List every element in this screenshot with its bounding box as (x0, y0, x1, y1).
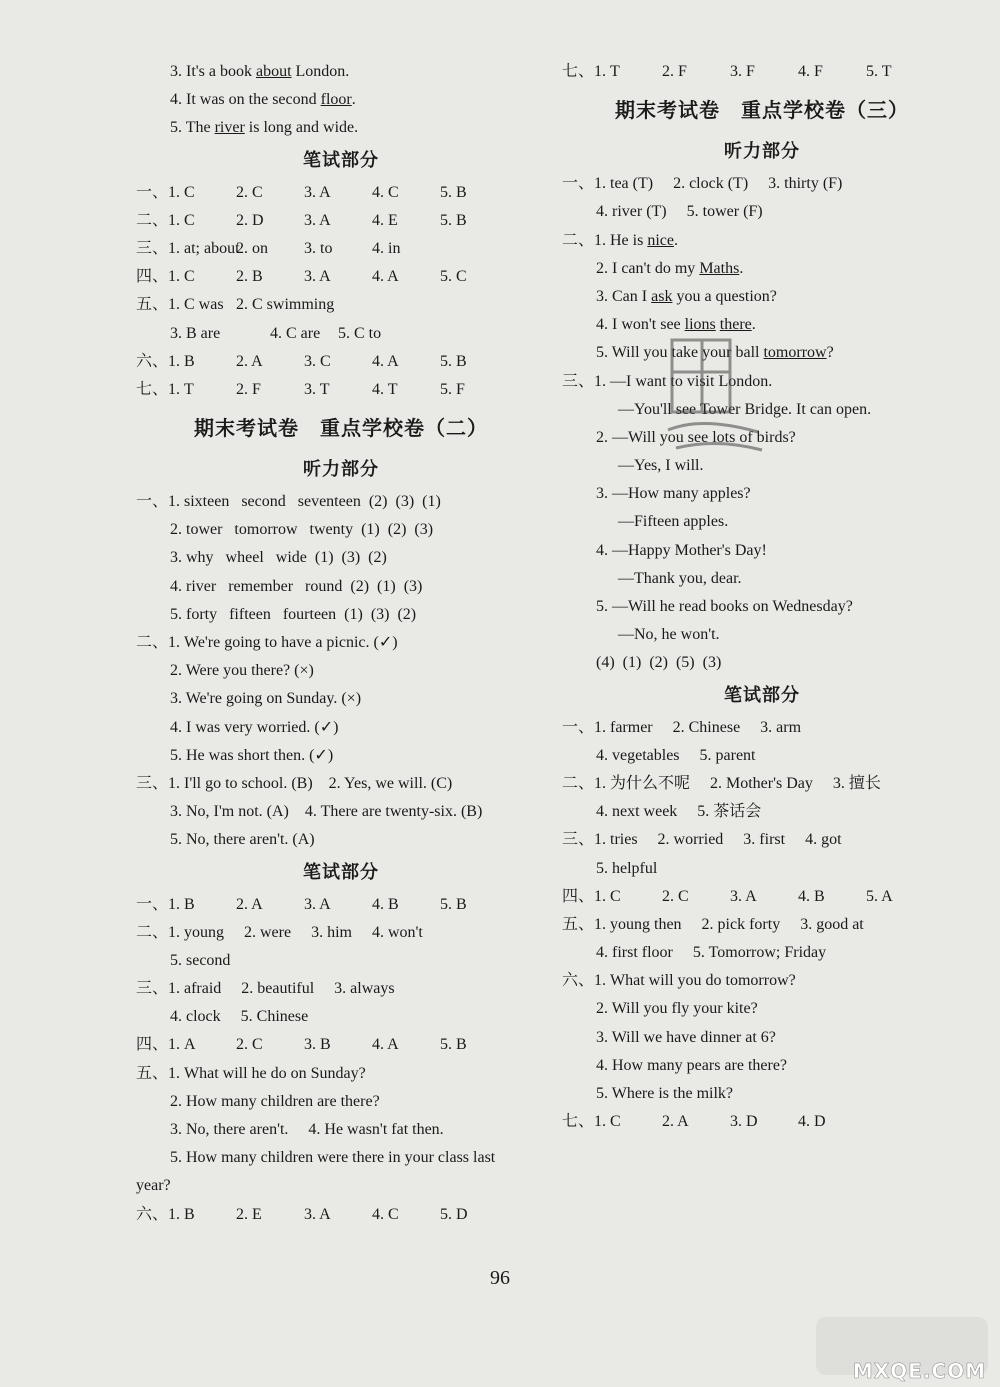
answer-line: —Yes, I will. (618, 457, 704, 475)
answer-cell: 3. B are (170, 324, 221, 342)
text-segment: . (751, 316, 756, 334)
answer-line: 二、1. young 2. were 3. him 4. won't (136, 923, 423, 941)
answer-line: 5. second (170, 951, 231, 969)
answer-row (136, 348, 546, 376)
answer-cell: 一、1. B (136, 895, 195, 913)
answer-cell: 3. T (304, 380, 330, 398)
answer-line: 5. Where is the milk? (596, 1085, 733, 1102)
answer-line (562, 227, 962, 255)
answer-cell: 2. A (236, 895, 263, 913)
answer-line (562, 339, 962, 367)
answer-row (136, 891, 546, 919)
answer-line: 2. How many children are there? (170, 1092, 380, 1110)
answer-cell: 5. A (866, 887, 893, 905)
answer-line: 一、1. sixteen second seventeen (2) (3) (1) (136, 493, 441, 511)
answer-line: 一、1. farmer 2. Chinese 3. arm (562, 718, 802, 736)
answer-cell: 2. C (236, 183, 263, 201)
answer-cell: 2. A (236, 352, 263, 370)
answer-line: 五、1. young then 2. pick forty 3. good at (562, 915, 864, 933)
text-segment: London. (291, 63, 350, 80)
answer-cell: 2. A (662, 1113, 689, 1131)
answer-cell: 4. D (798, 1113, 826, 1131)
answer-cell: 2. F (662, 63, 687, 80)
answer-cell: 4. A (372, 268, 399, 286)
answer-cell: 4. C are (270, 324, 321, 342)
answer-line: 三、1. I'll go to school. (B) 2. Yes, we will. (C) (136, 774, 453, 792)
answer-line: —Fifteen apples. (618, 513, 729, 531)
text-segment: 4. I won't see (596, 316, 685, 334)
underlined-word: tomorrow (763, 344, 827, 362)
answer-row (136, 179, 546, 207)
answer-line: 4. How many pears are there? (596, 1056, 788, 1074)
answer-cell: 四、1. C (136, 268, 195, 286)
answer-row (136, 291, 546, 319)
answer-line: —You'll see Tower Bridge. It can open. (618, 400, 872, 418)
answer-cell: 四、1. A (136, 1036, 196, 1054)
answer-line: 4. next week 5. 茶话会 (596, 803, 762, 821)
answer-line: 3. —How many apples? (596, 485, 751, 503)
answer-row (136, 376, 546, 404)
answer-cell: 4. B (798, 887, 825, 905)
watermark-site: MXQE.COM (852, 1359, 986, 1383)
answer-row (136, 1201, 546, 1229)
answer-line: 五、1. What will he do on Sunday? (136, 1064, 366, 1082)
exam-title: 期末考试卷 重点学校卷（三） (615, 98, 909, 123)
answer-row (136, 207, 546, 235)
answer-cell: 3. B (304, 1036, 331, 1054)
answer-line: 4. first floor 5. Tomorrow; Friday (596, 944, 827, 962)
answer-cell: 3. D (730, 1113, 758, 1131)
answer-cell: 2. F (236, 380, 261, 398)
answer-line: 4. vegetables 5. parent (596, 746, 756, 764)
answer-line: 5. He was short then. (✓) (170, 746, 334, 764)
answer-row (136, 1031, 546, 1059)
answer-row (562, 883, 962, 911)
underlined-word: ask (651, 287, 673, 305)
answer-cell: 5. C to (338, 324, 382, 342)
text-segment: . (674, 231, 678, 249)
answer-cell: 七、1. C (562, 1113, 621, 1131)
answer-cell: 3. to (304, 239, 333, 257)
text-segment: 3. It's a book (170, 63, 256, 80)
answer-line: 5. helpful (596, 859, 658, 877)
answer-line: 4. clock 5. Chinese (170, 1008, 309, 1026)
answer-cell: 七、1. T (562, 63, 620, 80)
answer-line (136, 86, 546, 114)
section-heading: 听力部分 (303, 459, 379, 481)
answer-line: 5. forty fifteen fourteen (1) (3) (2) (170, 605, 417, 623)
answer-cell: 5. B (440, 1036, 467, 1054)
page-number: 96 (490, 1267, 510, 1289)
underlined-word: nice (647, 231, 674, 249)
answer-line: 3. Will we have dinner at 6? (596, 1028, 776, 1046)
text-segment: 3. Can I (596, 287, 652, 305)
answer-cell: 3. A (730, 887, 757, 905)
answer-cell: 三、1. at; about (136, 239, 240, 257)
section-heading: 听力部分 (724, 141, 800, 163)
underlined-word: lions (684, 316, 716, 334)
answer-line: 4. river remember round (2) (1) (3) (170, 577, 423, 595)
answer-cell: 2. C swimming (236, 296, 335, 314)
answer-line (562, 311, 962, 339)
underlined-word: Maths (699, 259, 740, 277)
answer-row (136, 235, 546, 263)
answer-line: (4) (1) (2) (5) (3) (596, 654, 722, 672)
answer-cell: 5. B (440, 211, 467, 229)
answer-cell: 3. A (304, 895, 331, 913)
answer-line: 5. —Will he read books on Wednesday? (596, 598, 853, 615)
answer-line: 三、1. afraid 2. beautiful 3. always (136, 980, 395, 998)
text-segment: . (739, 259, 744, 277)
answer-cell: 5. B (440, 183, 467, 201)
answer-cell: 六、1. B (136, 352, 195, 370)
answer-cell: 4. E (372, 211, 398, 229)
answer-cell: 2. E (236, 1205, 262, 1223)
answer-line: 3. why wheel wide (1) (3) (2) (170, 549, 387, 567)
section-heading: 笔试部分 (303, 149, 379, 171)
answer-cell: 4. in (372, 239, 401, 257)
text-segment: ? (826, 344, 834, 362)
text-segment: 4. It was on the second (170, 91, 321, 109)
answer-row (136, 320, 546, 348)
text-segment: you a question? (672, 287, 777, 305)
answer-line: 4. river (T) 5. tower (F) (596, 203, 763, 221)
answer-line (136, 58, 546, 86)
text-segment: is long and wide. (244, 119, 359, 137)
answer-line: 二、1. 为什么不呢 2. Mother's Day 3. 擅长 (562, 774, 881, 792)
exam-title: 期末考试卷 重点学校卷（二） (194, 416, 488, 441)
text-segment: 二、1. He is (562, 231, 648, 249)
answer-cell: 4. C (372, 183, 399, 201)
answer-line: 4. I was very worried. (✓) (170, 718, 339, 736)
answer-cell: 4. A (372, 352, 399, 370)
answer-cell: 六、1. B (136, 1205, 195, 1223)
answer-cell: 3. C (304, 352, 331, 370)
answer-line: 2. Were you there? (×) (170, 662, 314, 680)
answer-cell: 七、1. T (136, 380, 194, 398)
answer-cell: 2. C (662, 887, 689, 905)
answer-line: 4. —Happy Mother's Day! (596, 541, 767, 559)
answer-cell: 2. D (236, 211, 264, 229)
answer-cell: 4. A (372, 1036, 399, 1054)
answer-line: —No, he won't. (618, 626, 720, 644)
answer-line: 一、1. tea (T) 2. clock (T) 3. thirty (F) (562, 175, 843, 193)
answer-cell: 3. A (304, 1205, 331, 1223)
answer-row (136, 263, 546, 291)
answer-cell: 5. C (440, 268, 467, 286)
answer-line: —Thank you, dear. (618, 569, 742, 587)
underlined-word: about (255, 63, 292, 80)
answer-line (562, 255, 962, 283)
answer-cell: 5. F (440, 380, 465, 398)
answer-line: 二、1. We're going to have a picnic. (✓) (136, 634, 398, 651)
answer-line: 六、1. What will you do tomorrow? (562, 972, 796, 990)
answer-line: 2. Will you fly your kite? (596, 1000, 758, 1018)
answer-cell: 5. B (440, 895, 467, 913)
answer-line (562, 283, 962, 311)
left-column (136, 58, 546, 1229)
answer-line: 三、1. tries 2. worried 3. first 4. got (562, 831, 842, 849)
underlined-word: floor (320, 91, 352, 109)
answer-cell: 一、1. C (136, 183, 195, 201)
answer-line: 3. No, there aren't. 4. He wasn't fat then. (170, 1121, 444, 1138)
section-heading: 笔试部分 (724, 684, 800, 706)
answer-line: 5. No, there aren't. (A) (170, 831, 315, 849)
answer-row (562, 58, 962, 86)
answer-cell: 四、1. C (562, 887, 621, 905)
answer-line: 2. tower tomorrow twenty (1) (2) (3) (170, 521, 434, 539)
answer-cell: 5. B (440, 352, 467, 370)
answer-line: 5. How many children were there in your class last (170, 1149, 496, 1167)
text-segment: 5. Will you take your ball (596, 344, 764, 362)
answer-cell: 4. B (372, 895, 399, 913)
answer-cell: 五、1. C was (136, 296, 224, 314)
text-segment: . (351, 91, 356, 109)
answer-cell: 4. C (372, 1205, 399, 1223)
section-heading: 笔试部分 (303, 861, 379, 883)
right-column (562, 58, 962, 1136)
answer-row (562, 1108, 962, 1136)
text-segment: 5. The (170, 119, 215, 137)
answer-line: 3. No, I'm not. (A) 4. There are twenty-six. (B) (170, 803, 483, 821)
answer-cell: 5. T (866, 63, 892, 80)
answer-cell: 5. D (440, 1205, 468, 1223)
underlined-word: there (719, 316, 752, 334)
answer-cell: 3. A (304, 183, 331, 201)
answer-cell: 二、1. C (136, 211, 195, 229)
answer-line: 3. We're going on Sunday. (×) (170, 690, 362, 708)
answer-line (136, 114, 546, 142)
answer-line: 三、1. —I want to visit London. (562, 372, 773, 390)
answer-line: year? (136, 1177, 171, 1195)
answer-cell: 2. B (236, 268, 263, 286)
answer-cell: 3. A (304, 268, 331, 286)
text-segment: 2. I can't do my (596, 259, 700, 277)
answer-cell: 4. T (372, 380, 398, 398)
answer-cell: 2. C (236, 1036, 263, 1054)
answer-cell: 3. A (304, 211, 331, 229)
answer-cell: 2. on (236, 239, 268, 257)
answer-cell: 4. F (798, 63, 823, 80)
answer-cell: 3. F (730, 63, 755, 80)
answer-line: 2. —Will you see lots of birds? (596, 428, 796, 446)
underlined-word: river (214, 119, 245, 137)
